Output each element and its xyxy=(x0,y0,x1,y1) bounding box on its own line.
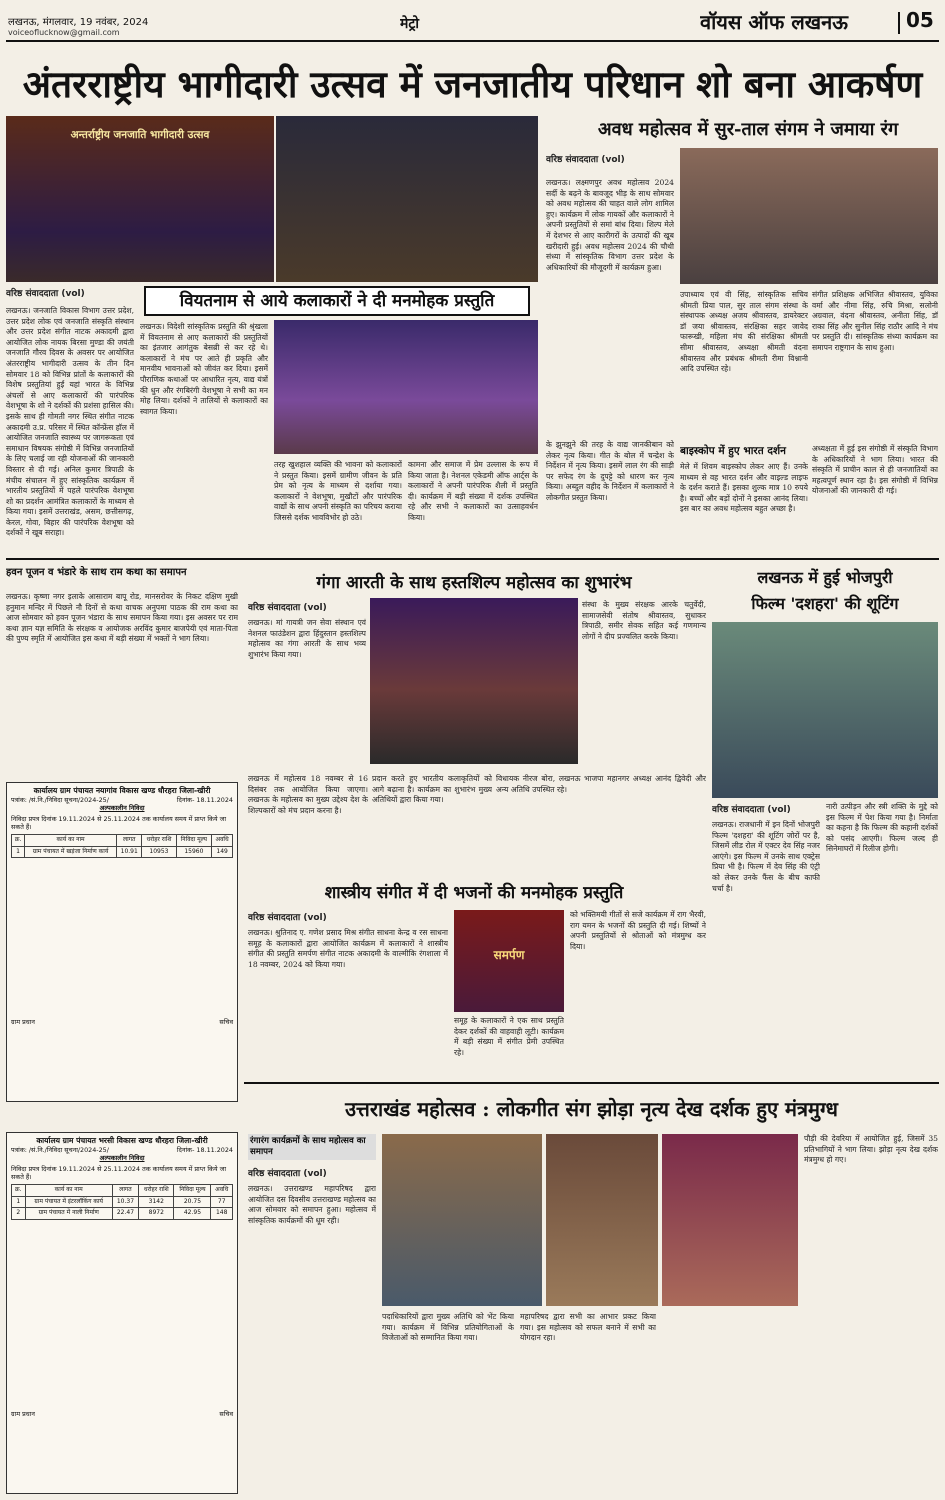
table-row xyxy=(12,1208,233,1220)
masthead-divider xyxy=(898,12,900,34)
bhojpuri-headline-1: लखनऊ में हुई भोजपुरी xyxy=(757,568,893,587)
awadh-continued-col4: अध्यक्षता में हुई इस संगोष्ठी में संस्कृति विभाग के अधिकारियों ने भाग लिया। भारत की संस्कृति में प्राचीन काल से ही जनजातियों का महत्वपूर्ण स्थान रहा है। इस संगोष्ठी में विभिन्न योजनाओं की जानकारी दी गई। xyxy=(812,444,938,496)
ganga-aarti-photo xyxy=(370,598,578,764)
section-name: मेट्रो xyxy=(400,16,420,32)
ganga-body: लखनऊ। मां गायत्री जन सेवा संस्थान एवं नेशनल फाउंडेशन द्वारा हिंदुस्तान हस्तशिल्प महोत्सव का गंगा आरती के साथ भव्य शुभारंभ किया गया। xyxy=(248,618,366,659)
table-cell: 1 xyxy=(12,1196,26,1208)
table-header-cell: कार्य का नाम xyxy=(25,1184,112,1196)
uttarakhand-headline: उत्तराखंड महोत्सव : लोकगीत संग झोड़ा नृत्य देख दर्शक हुए मंत्रमुग्ध xyxy=(345,1097,838,1121)
classical-body: लखनऊ। श्रुतिनाद ए. गणेश प्रसाद मिश्र संगीत साधना केन्द्र व रस साधना समूह के कलाकारों द्वारा आयोजित कार्यक्रम में कलाकारों ने शास्त्रीय संगीत की प्रस्तुति समर्पण संगीत नाटक अकादमी के वाल्मीकि रंगशाला में 18 नवम्बर, 2024 को किया गया। xyxy=(248,928,448,969)
notice-date: दिनांक- 18.11.2024 xyxy=(176,1145,233,1154)
ganga-body-col4: प्रदान करते हुए भारतीय कलाकृतियों को आगे बढ़ाना है। कार्यक्रम का शुभारंभ मुख्य अतिथियों द्वारा किया गया। xyxy=(372,774,492,805)
havan-headline: हवन पूजन व भंडारे के साथ राम कथा का समापन xyxy=(6,567,187,578)
notice-body: निविदा प्रपत्र दिनांक 19.11.2024 से 25.11.2024 तक कार्यालय समय में प्राप्त किये जा सकते हैं। xyxy=(11,1164,227,1182)
table-cell: 149 xyxy=(212,846,233,858)
awadh-body-col3: संगीत प्रशिक्षक अभिजित श्रीवास्तव, युविका वर्मा और नीमा सिंह, रुचि मिश्रा, सलोनी अग्रवाल, वंदना श्रीवास्तव, अनीता सिंह, डॉ राका सिंह और सुनील सिंह राठौर आदि ने मंच पर प्रस्तुति दी। सांस्कृतिक संध्या कार्यक्रम का समापन राष्ट्रगान के साथ हुआ। xyxy=(812,290,938,352)
vietnam-performance-photo xyxy=(274,320,538,454)
table-cell: 1 xyxy=(12,846,25,858)
main-byline: वरिष्ठ संवाददाता (vol) xyxy=(6,289,85,299)
section-rule xyxy=(6,558,939,560)
tender-notice-1 xyxy=(6,782,238,1102)
ganga-headline: गंगा आरती के साथ हस्तशिल्प महोत्सव का शुभारंभ xyxy=(316,573,632,593)
issue-date: लखनऊ, मंगलवार, 19 नवंबर, 2024 xyxy=(8,17,149,28)
uttarakhand-body-col4: पौड़ी की देवरिया में आयोजित हुई, जिसमें 35 प्रतिभागियों ने भाग लिया। झोड़ा नृत्य देख दर्शक मंत्रमुग्ध हो गए। xyxy=(804,1134,938,1165)
table-row xyxy=(12,846,233,858)
awadh-byline: वरिष्ठ संवाददाता (vol) xyxy=(546,155,625,165)
table-cell: 10953 xyxy=(142,846,176,858)
table-cell: 77 xyxy=(211,1196,233,1208)
bhojpuri-byline: वरिष्ठ संवाददाता (vol) xyxy=(712,805,791,815)
table-cell: ग्राम पंचायत में इंटरलॉकिंग कार्य xyxy=(25,1196,112,1208)
table-cell: 10.37 xyxy=(112,1196,138,1208)
uttarakhand-body: लखनऊ। उत्तराखण्ड महापरिषद द्वारा आयोजित दस दिवसीय उत्तराखण्ड महोत्सव का आज सोमवार को समापन हुआ। महोत्सव में सांस्कृतिक कार्यक्रमों की धूम रही। xyxy=(248,1184,376,1225)
main-headline: अंतरराष्ट्रीय भागीदारी उत्सव में जनजातीय परिधान शो बना आकर्षण xyxy=(22,62,923,106)
classical-headline: शास्त्रीय संगीत में दी भजनों की मनमोहक प्रस्तुति xyxy=(324,883,624,903)
awadh-stage-photo xyxy=(680,148,938,284)
awadh-body-col2: उपाध्याय एवं वी सिंह, सांस्कृतिक सचिव श्रीमती प्रिया पाल, सुर ताल संगम संस्था के संस्थापक अध्यक्ष अजय श्रीवास्तव, डायरेक्टर डॉ जया श्रीवास्तव, संरक्षिका सहर जावेद फारूखी, महिला मंच की संरक्षिका श्रीमती सीमा श्रीवास्तव, अध्यक्षा श्रीमती वंदना श्रीवास्तव और प्रबंधक श्रीमती रीमा विश्नानी आदि उपस्थित रहे। xyxy=(680,290,808,374)
havan-body: लखनऊ। कृष्णा नगर इलाके आसाराम बापू रोड, मानसरोवर के निकट दक्षिण मुखी हनुमान मन्दिर में पिछले नौ दिनों से कथा वाचक अनुपमा पाठक की राम कथा का आज सोमवार को हवन पूजन भंडारा के साथ समापन किया गया। इस अवसर पर राम कथा ज्ञान यज्ञ समिति के संरक्षक व आयोजक अरविंद कुमार बाजपेयी एवं माता-पिता की पुण्य स्मृति में आयोजित इस कथा में बड़ी संख्या में भक्तों ने भाग लिया। xyxy=(6,592,238,644)
table-cell: ग्राम पंचायत में खड़ंजा निर्माण कार्य xyxy=(25,846,117,858)
table-header-cell: कार्य का नाम xyxy=(25,834,117,846)
table-cell: 3142 xyxy=(139,1196,174,1208)
ganga-byline: वरिष्ठ संवाददाता (vol) xyxy=(248,603,327,613)
notice-sign-right: सचिव xyxy=(219,1409,233,1418)
classical-body-col3: समूह के कलाकारों ने एक साथ प्रस्तुति देकर दर्शकों की वाहवाही लूटी। कार्यक्रम में बड़ी संख्या में संगीत प्रेमी उपस्थित रहे। xyxy=(454,1016,564,1057)
table-cell: 22.47 xyxy=(112,1208,138,1220)
vietnam-headline-box xyxy=(144,286,530,316)
uttarakhand-byline: वरिष्ठ संवाददाता (vol) xyxy=(248,1169,327,1179)
vietnam-body-col2: तरह खुशहाल व्यक्ति की भावना को कलाकारों ने प्रस्तुत किया। इसमें ग्रामीण जीवन के प्रति प्रेम को नृत्य के माध्यम से दर्शाया गया। कलाकारों ने वेशभूषा, मुखौटों और पारंपरिक वाद्यों के साथ अपनी संस्कृति का परिचय कराया जिससे दर्शक भावविभोर हो उठे। xyxy=(274,460,402,522)
notice-sign-right: सचिव xyxy=(219,1018,233,1027)
uttarakhand-dance-photo-2 xyxy=(546,1134,658,1306)
ganga-body-col2: संस्था के मुख्य संरक्षक आरके चतुर्वेदी, सामाजसेवी संतोष श्रीवास्तव, सुधाकर त्रिपाठी, समीर सेवक सहित कई गणमान्य लोगों ने दीप प्रज्वलित करके किया। xyxy=(582,600,706,641)
vietnam-headline: वियतनाम से आये कलाकारों ने दी मनमोहक प्रस्तुति xyxy=(179,291,495,311)
masthead-rule xyxy=(6,40,939,42)
table-header-cell: क्र. xyxy=(12,834,25,846)
table-header-cell: धरोहर राशि xyxy=(139,1184,174,1196)
table-cell: 2 xyxy=(12,1208,26,1220)
table-header-cell: लागत xyxy=(112,1184,138,1196)
notice-title: कार्यालय ग्राम पंचायत नयागांव विकास खण्ड धौरहरा जिला-खीरी xyxy=(33,786,211,795)
notice-title: कार्यालय ग्राम पंचायत भरसी विकास खण्ड धौरहरा जिला-खीरी xyxy=(36,1136,208,1145)
tender-notice-2 xyxy=(6,1132,238,1494)
bhojpuri-shoot-photo xyxy=(712,622,938,798)
uttarakhand-body-col3: महापरिषद द्वारा सभी का आभार प्रकट किया गया। इस महोत्सव को सफल बनाने में सभी का योगदान रहा। xyxy=(520,1312,656,1343)
uttarakhand-dance-photo-3 xyxy=(662,1134,798,1306)
notice-ref: पत्रांक: /सं.नि./निविदा सूचना/2024-25/ xyxy=(11,795,109,804)
table-header-cell: अवधि xyxy=(212,834,233,846)
awadh-continued-col1: के झुनझुने की तरह के वाद्य जानकीबान को लेकर नृत्य किया। गीत के बोल में चन्द्रेश के निर्देशन में नृत्य किया। इसमें लाल रंग की साड़ी पर सफेद रंग के दुपट्टे को धारण कर नृत्य किया। अब्दुल वहीद के निर्देशन में कलाकारों ने लोकगीत प्रस्तुत किया। xyxy=(546,440,674,502)
notice-sign-left: ग्राम प्रधान xyxy=(11,1409,35,1418)
uttarakhand-subhead: रंगारंग कार्यक्रमों के साथ महोत्सव का समापन xyxy=(248,1134,376,1160)
table-header-cell: धरोहर राशि xyxy=(142,834,176,846)
uttarakhand-rule xyxy=(244,1082,939,1084)
notice-subtitle: अल्पकालीन निविदा xyxy=(99,1154,145,1163)
ganga-body-col5: विधायक नीरज बोरा, लखनऊ भाजपा महानगर अध्यक्ष आनंद द्विवेदी और अन्य अतिथि उपस्थित रहे। xyxy=(496,774,706,794)
bioscope-body: मेले में शिवम बाइस्कोप लेकर आए हैं। उनके माध्यम से वह भारत दर्शन और वाइल्ड लाइफ के दर्शन कराते हैं। इसका शुल्क मात्र 10 रुपये है। बच्चों और बड़ों दोनों ने इसका आनंद लिया। इस बार का अवध महोत्सव बहुत अच्छा है। xyxy=(680,462,808,514)
classical-stage-photo xyxy=(454,910,564,1012)
table-cell: 15960 xyxy=(176,846,212,858)
notice-table xyxy=(11,1184,233,1220)
notice-body: निविदा प्रपत्र दिनांक 19.11.2024 से 25.11.2024 तक कार्यालय समय में प्राप्त किये जा सकते हैं। xyxy=(11,814,227,832)
table-row xyxy=(12,1196,233,1208)
vietnam-body: लखनऊ। विदेशी सांस्कृतिक प्रस्तुति की श्रृंखला में वियतनाम से आए कलाकारों की प्रस्तुतियों का इंतजार आगंतुक बेसब्री से कर रहे थे। कलाकारों ने मंच पर आते ही प्रकृति और मानवीय भावनाओं को जीवंत कर दिया। इसमें पौराणिक कथाओं पर आधारित नृत्य, वाद्य यंत्रों की धुन और रंगबिरंगी वेशभूषा ने सभी का मन मोह लिया। दर्शकों ने तालियों से कलाकारों का स्वागत किया। xyxy=(140,322,268,416)
main-story-body: लखनऊ। जनजाति विकास विभाग उत्तर प्रदेश, उत्तर प्रदेश लोक एवं जनजाति संस्कृति संस्थान और उत्तर प्रदेश संगीत नाटक अकादमी द्वारा आयोजित लोक नायक बिरसा मुण्डा की जयंती जनजाति गौरव दिवस के अवसर पर आयोजित अंतरराष्ट्रीय भागीदारी उत्सव के तीन दिन सोमवार 18 को विभिन्न प्रांतों के कलाकारों की विशेष प्रस्तुतियां हुईं यहां भारत के विभिन्न अंचलों से आए कलाकारों की पारंपरिक वेशभूषा के शो ने दर्शकों की प्रशंसा हासिल की। इसके साथ ही गोमती नगर स्थित संगीत नाटक अकादमी उ.प्र. परिसर में स्थित कॉन्फ्रेंस हॉल में आयोजित जनजाति स्वास्थ्य पर जागरूकता एवं समाधान विषयक संगोष्ठी में विभिन्न जनजातियों के लिए चलाई जा रही योजनाओं की जानकारी विस्तार से दी गई। अनिल कुमार त्रिपाठी के मंचीय संचालन में हुए सांस्कृतिक कार्यक्रम में भारतीय प्रस्तुतियों में पहले पारंपरिक वेशभूषा शो का प्रदर्शन आमंत्रित कलाकारों के माध्यम से किया गया। इसमें उत्तराखंड, असम, छत्तीसगढ़, केरल, गोवा, बिहार की पारंपरिक वेशभूषा को दर्शकों ने खूब सराहा। xyxy=(6,306,134,538)
classical-body-col2: को भक्तिमयी गीतों से सजे कार्यक्रम में राग भैरवी, राग यमन के भजनों की प्रस्तुति दी गई। शिष्यों ने अपनी प्रस्तुतियों से श्रोताओं को मंत्रमुग्ध कर दिया। xyxy=(570,910,706,951)
table-cell: 8972 xyxy=(139,1208,174,1220)
table-cell: 20.75 xyxy=(174,1196,211,1208)
ganga-body-col3: लखनऊ में महोत्सव 18 नवम्बर से 16 दिसंबर तक आयोजित किया जाएगा। लखनऊ के महोत्सव का मुख्य उद्देश्य देश के शिल्पकारों को मंच प्रदान करना है। xyxy=(248,774,368,815)
awadh-headline: अवध महोत्सव में सुर-ताल संगम ने जमाया रंग xyxy=(597,119,899,140)
table-header-cell: अवधि xyxy=(211,1184,233,1196)
uttarakhand-dance-photo-1 xyxy=(382,1134,542,1306)
notice-ref: पत्रांक: /सं.नि./निविदा सूचना/2024-25/ xyxy=(11,1145,109,1154)
festival-banner-text: अन्तर्राष्ट्रीय जनजाति भागीदारी उत्सव xyxy=(70,129,210,141)
festival-stage-photo xyxy=(6,116,274,282)
notice-date: दिनांक- 18.11.2024 xyxy=(176,795,233,804)
table-header-cell: लागत xyxy=(117,834,142,846)
table-cell: 148 xyxy=(211,1208,233,1220)
vietnam-body-col3: कामना और समाज में प्रेम उल्लास के रूप में किया जाता है। नेशनल एकेडमी ऑफ आर्ट्स के कलाकारों ने अपनी पारंपरिक शैली में प्रस्तुति दी। कार्यक्रम में बड़ी संख्या में दर्शक उपस्थित रहे और सभी ने कलाकारों का उत्साहवर्धन किया। xyxy=(408,460,538,522)
notice-sign-left: ग्राम प्रधान xyxy=(11,1018,35,1027)
notice-subtitle: अल्पकालीन निविदा xyxy=(99,804,145,813)
contact-email: voiceoflucknow@gmail.com xyxy=(8,28,120,37)
bioscope-title: बाइस्कोप में हुए भारत दर्शन xyxy=(680,445,786,457)
bhojpuri-body-col2: नारी उत्पीड़न और स्त्री शक्ति के मुद्दे को इस फिल्म में पेश किया गया है। निर्माता का कहना है कि फिल्म की कहानी दर्शकों को पसंद आएगी। फिल्म जल्द ही सिनेमाघरों में रिलीज होगी। xyxy=(826,802,938,854)
table-header-cell: क्र. xyxy=(12,1184,26,1196)
masthead xyxy=(0,0,945,44)
table-header-cell: निविदा मूल्य xyxy=(176,834,212,846)
awadh-body: लखनऊ। लक्ष्मणपुर अवध महोत्सव 2024 सर्दी के बढ़ने के बावजूद भीड़ के साथ सोमवार को अवध महोत्सव की चाहत वाले लोग शामिल हुए। कार्यक्रम में लोक गायकों और कलाकारों ने अपनी प्रस्तुतियों से समां बांध दिया। शिल्प मेले में देशभर से आए कारीगरों के उत्पादों की खूब खरीदारी हुई। अवध महोत्सव 2024 की चौथी संध्या में सांस्कृतिक विभाग उत्तर प्रदेश के अधिकारियों की मौजूदगी में कार्यक्रम हुआ। xyxy=(546,178,674,272)
bhojpuri-body: लखनऊ। राजधानी में इन दिनों भोजपुरी फिल्म 'दशहरा' की शूटिंग जोरों पर है, जिसमें लीड रोल में एक्टर देव सिंह नजर आएंगे। इस फिल्म में उनके साथ एक्ट्रेस प्रिया भी है। फिल्म में देव सिंह की एंट्री को लेकर उनके फैंस के बीच काफी चर्चा है। xyxy=(712,820,820,893)
table-cell: 10.91 xyxy=(117,846,142,858)
table-header-cell: निविदा मूल्य xyxy=(174,1184,211,1196)
page-number: 05 xyxy=(906,8,934,32)
table-cell: ग्राम पंचायत में नाली निर्माण xyxy=(25,1208,112,1220)
table-cell: 42.95 xyxy=(174,1208,211,1220)
audience-photo xyxy=(276,116,538,282)
poster-title: समर्पण xyxy=(493,948,525,962)
paper-name: वॉयस ऑफ लखनऊ xyxy=(700,10,848,34)
uttarakhand-body-col2: पदाधिकारियों द्वारा मुख्य अतिथि को भेंट किया गया। कार्यक्रम में विभिन्न प्रतियोगिताओं के विजेताओं को सम्मानित किया गया। xyxy=(382,1312,514,1343)
classical-byline: वरिष्ठ संवाददाता (vol) xyxy=(248,913,327,923)
notice-table xyxy=(11,834,233,858)
bhojpuri-headline-2: फिल्म 'दशहरा' की शूटिंग xyxy=(751,594,899,613)
